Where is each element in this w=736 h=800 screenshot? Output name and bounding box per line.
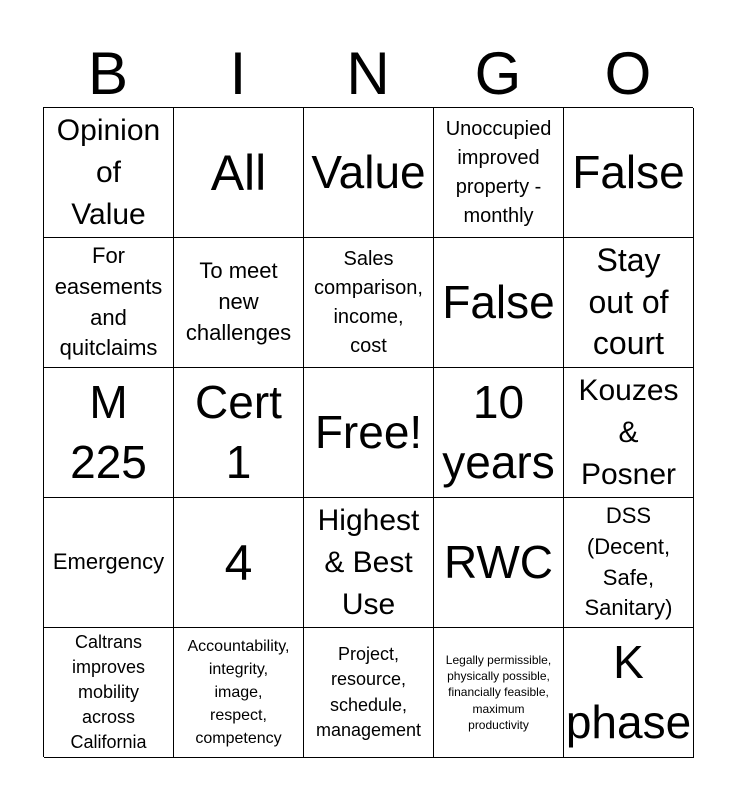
cell-text: K phase [565,635,692,748]
bingo-cell[interactable] [564,628,694,758]
cell-text: All [210,144,267,201]
bingo-cell[interactable] [304,628,434,758]
free-space-cell[interactable] [304,368,434,498]
bingo-cell[interactable] [174,238,304,368]
bingo-cell[interactable] [174,368,304,498]
cell-text: Stay out of court [588,242,669,362]
bingo-cell[interactable] [304,238,434,368]
bingo-cell[interactable] [44,498,174,628]
header-letter-g: G [474,40,522,107]
cell-text: Project, resource, schedule, management [315,644,422,740]
cell-text: Sales comparison, income, cost [314,247,423,357]
header-letter-n: N [346,40,390,107]
bingo-cell[interactable] [304,498,434,628]
cell-text: DSS (Decent, Safe, Sanitary) [584,502,673,621]
cell-text: 4 [224,534,253,591]
bingo-cell[interactable] [434,628,564,758]
bingo-cell[interactable] [564,498,694,628]
bingo-cell[interactable] [564,368,694,498]
bingo-cell[interactable] [174,108,304,238]
bingo-cell[interactable] [434,108,564,238]
cell-text: For easements and quitclaims [54,242,163,361]
cell-text: Accountability, integrity, image, respect, competency [187,637,290,748]
cell-text: Opinion of Value [56,113,161,231]
header-letter-b: B [87,40,129,107]
cell-text: Value [311,145,426,198]
bingo-cell[interactable] [564,238,694,368]
bingo-cell[interactable] [44,368,174,498]
cell-text: Cert 1 [195,375,282,488]
bingo-cell[interactable] [44,238,174,368]
header-letter-i: I [229,40,247,107]
bingo-cell[interactable] [44,108,174,238]
cell-text: Legally permissible, physically possible, financially feasible, maximum productivity [445,653,552,732]
cell-text: False [572,145,685,198]
cell-text: Highest & Best Use [317,503,420,621]
cell-text: To meet new challenges [185,258,292,345]
bingo-cell[interactable] [434,498,564,628]
cell-text: Kouzes & Posner [578,373,679,491]
free-space-text: Free! [314,405,423,458]
header-letter-o: O [604,40,652,107]
cell-text: RWC [443,535,554,588]
bingo-cell[interactable] [174,498,304,628]
cell-text: M 225 [70,375,147,488]
cell-text: False [442,275,555,328]
cell-text: Emergency [52,549,165,575]
bingo-cell[interactable] [564,108,694,238]
bingo-header [43,40,693,108]
cell-text: 10 years [442,375,555,488]
bingo-cell[interactable] [434,238,564,368]
bingo-cell[interactable] [304,108,434,238]
bingo-cell[interactable] [44,628,174,758]
cell-text: Unoccupied improved property - monthly [445,117,552,227]
bingo-cell[interactable] [434,368,564,498]
bingo-cell[interactable] [174,628,304,758]
cell-text: Caltrans improves mobility across California [70,631,147,753]
bingo-card-grid [43,107,693,757]
